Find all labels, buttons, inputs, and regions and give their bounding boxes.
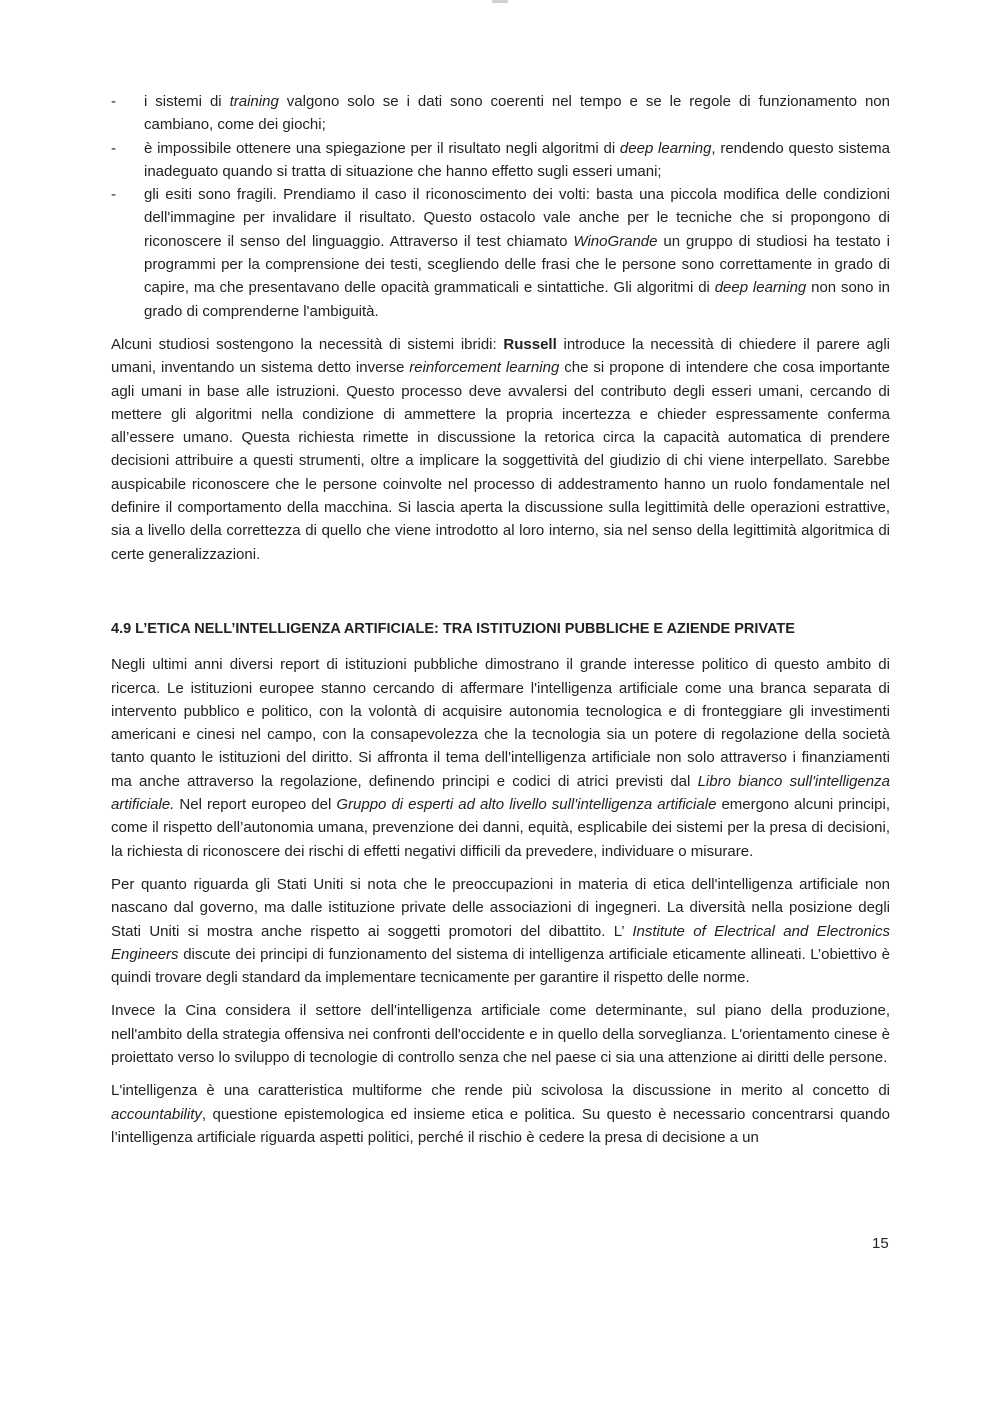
bullet-list xyxy=(111,90,890,323)
italic-term: deep learning xyxy=(714,279,807,297)
text-segment: i sistemi di xyxy=(144,93,230,110)
italic-term: Gruppo di esperti ad alto livello sull'intelligenza artificiale xyxy=(336,796,717,814)
header-mark xyxy=(492,0,508,3)
italic-term: training xyxy=(229,93,279,110)
text-segment: Per quanto riguarda gli Stati Uniti si nota che le preoccupazioni in materia di etica dell'intelligenza artificiale non nascano dal governo, ma dalle istituzione private delle associazioni di ingegneri. La diversità nella posizione degli Stati Uniti si mostra anche rispetto ai soggetti promotori del dibattito. L’ xyxy=(111,875,890,940)
page-number: 15 xyxy=(872,1235,889,1252)
text-segment: valgono solo se i dati sono coerenti nel tempo e se le regole di funzionamento non cambiano, come dei giochi; xyxy=(144,93,890,134)
text-segment: non sono in grado di comprenderne l'ambiguità. xyxy=(144,279,890,320)
text-segment: , questione epistemologica ed insieme etica e politica. Su questo è necessario concentrarsi quando l’intelligenza artificiale riguarda aspetti politici, perché il rischio è cedere la presa di decisione a un xyxy=(111,1105,890,1146)
page-content xyxy=(111,90,890,1149)
text-segment: Nel report europeo del xyxy=(174,796,337,814)
italic-term: accountability xyxy=(111,1105,202,1123)
text-segment: emergono alcuni principi, come il rispetto dell’autonomia umana, prevenzione dei danni, equità, esplicabile dei sistemi per la presa di decisioni, la richiesta di riconoscere dei rischi di effetti negativi difficili da prevedere, individuare o misurare. xyxy=(111,796,890,860)
list-item xyxy=(111,90,890,137)
bold-term: Russell xyxy=(503,335,557,353)
list-item xyxy=(111,137,890,184)
italic-term: WinoGrande xyxy=(573,232,658,250)
italic-term: deep learning xyxy=(619,139,712,157)
text-segment: L'intelligenza è una caratteristica multiforme che rende più scivolosa la discussione in merito al concetto di xyxy=(111,1082,890,1100)
bullet-dash: - xyxy=(111,139,116,157)
text-segment: Invece la Cina considera il settore dell'intelligenza artificiale come determinante, sul piano della produzione, nell'ambito della strategia offensiva nei confronti dell'occidente e in quello della sorveglianza. L'orientamento cinese è proiettato verso lo sviluppo di tecnologie di controllo senza che nel paese ci sia una attenzione ai diritti delle persone. xyxy=(111,1002,890,1066)
paragraph-hybrid-systems xyxy=(111,333,890,566)
text-segment: discute dei principi di funzionamento del sistema di intelligenza artificiale eticamente allineati. L’obiettivo è quindi trovare degli standard da implementare tecnicamente per garantire il rispetto delle norme. xyxy=(111,945,890,987)
bullet-dash: - xyxy=(111,93,116,110)
bullet-dash: - xyxy=(111,186,116,204)
text-segment: introduce la necessità di chiedere il parere agli umani, inventando un sistema detto inverse xyxy=(111,335,890,377)
paragraph-european-institutions xyxy=(111,653,890,863)
paragraph-china xyxy=(111,999,890,1069)
text-segment: Negli ultimi anni diversi report di istituzioni pubbliche dimostrano il grande interesse politico di questo ambito di ricerca. Le istituzioni europee stanno cercando di affermare l'intelligenza artificiale come una branca separata di intervento pubblico e politico, con la volontà di acquisire autonomia tecnologica e di fronteggiare gli investimenti americani e cinesi nel campo, con la consapevolezza che la tecnologia sia un potere di regolazione della società tanto quanto le istituzioni del diritto. Si affronta il tema dell'intelligenza artificiale non solo attraverso i finanziamenti ma anche attraverso la regolazione, definendo principi e codici di atrici previsti dal xyxy=(111,656,890,790)
text-segment: è impossibile ottenere una spiegazione per il risultato negli algoritmi di xyxy=(144,139,620,157)
italic-term: reinforcement learning xyxy=(409,359,560,377)
italic-term: Institute of Electrical and Electronics Engineers xyxy=(111,922,890,963)
list-item xyxy=(111,183,890,323)
text-segment: un gruppo di studiosi ha testato i programmi per la comprensione dei testi, scegliendo delle frasi che le persone sono correttamente in grado di capire, ma che presentavano delle opacità grammaticali e sintattiche. Gli algoritmi di xyxy=(144,232,890,297)
text-segment: gli esiti sono fragili. Prendiamo il caso il riconoscimento dei volti: basta una piccola modifica delle condizioni dell'immagine per invalidare il risultato. Questo ostacolo vale anche per le tecniche che si propongono di riconoscere il senso del linguaggio. Attraverso il test chiamato xyxy=(144,186,890,250)
paragraph-united-states xyxy=(111,873,890,989)
text-segment: , rendendo questo sistema inadeguato quando si tratta di situazione che hanno effetto sugli esseri umani; xyxy=(144,139,890,180)
text-segment: Alcuni studiosi sostengono la necessità di sistemi ibridi: xyxy=(111,335,504,353)
text-segment: che si propone di intendere che cosa importante agli umani in base alle istruzioni. Questo processo deve avvalersi del contributo degli esseri umani, cercando di mettere gli algoritmi nella condizione di ammettere la propria incertezza e chieder espressamente conferma all’essere umano. Questa richiesta rimette in discussione la retorica circa la capacità automatica di prendere decisioni attribuire a questi strumenti, oltre a implicare la soggettività del giudizio di chi viene interpellato. Sarebbe auspicabile riconoscere che le persone coinvolte nel processo di addestramento hanno un ruolo fondamentale nel definire il comportamento della macchina. Si lascia aperta la discussione sulla legittimità delle operazioni estrattive, sia a livello della correttezza di quello che viene introdotto al loro interno, sia nel senso della legittimità algoritmica di certe generalizzazioni. xyxy=(111,359,890,563)
paragraph-accountability xyxy=(111,1079,890,1149)
italic-term: Libro bianco sull'intelligenza artificiale. xyxy=(111,772,890,814)
section-heading: 4.9 L’ETICA NELL’INTELLIGENZA ARTIFICIALE: TRA ISTITUZIONI PUBBLICHE E AZIENDE PRIVATE xyxy=(111,620,795,637)
